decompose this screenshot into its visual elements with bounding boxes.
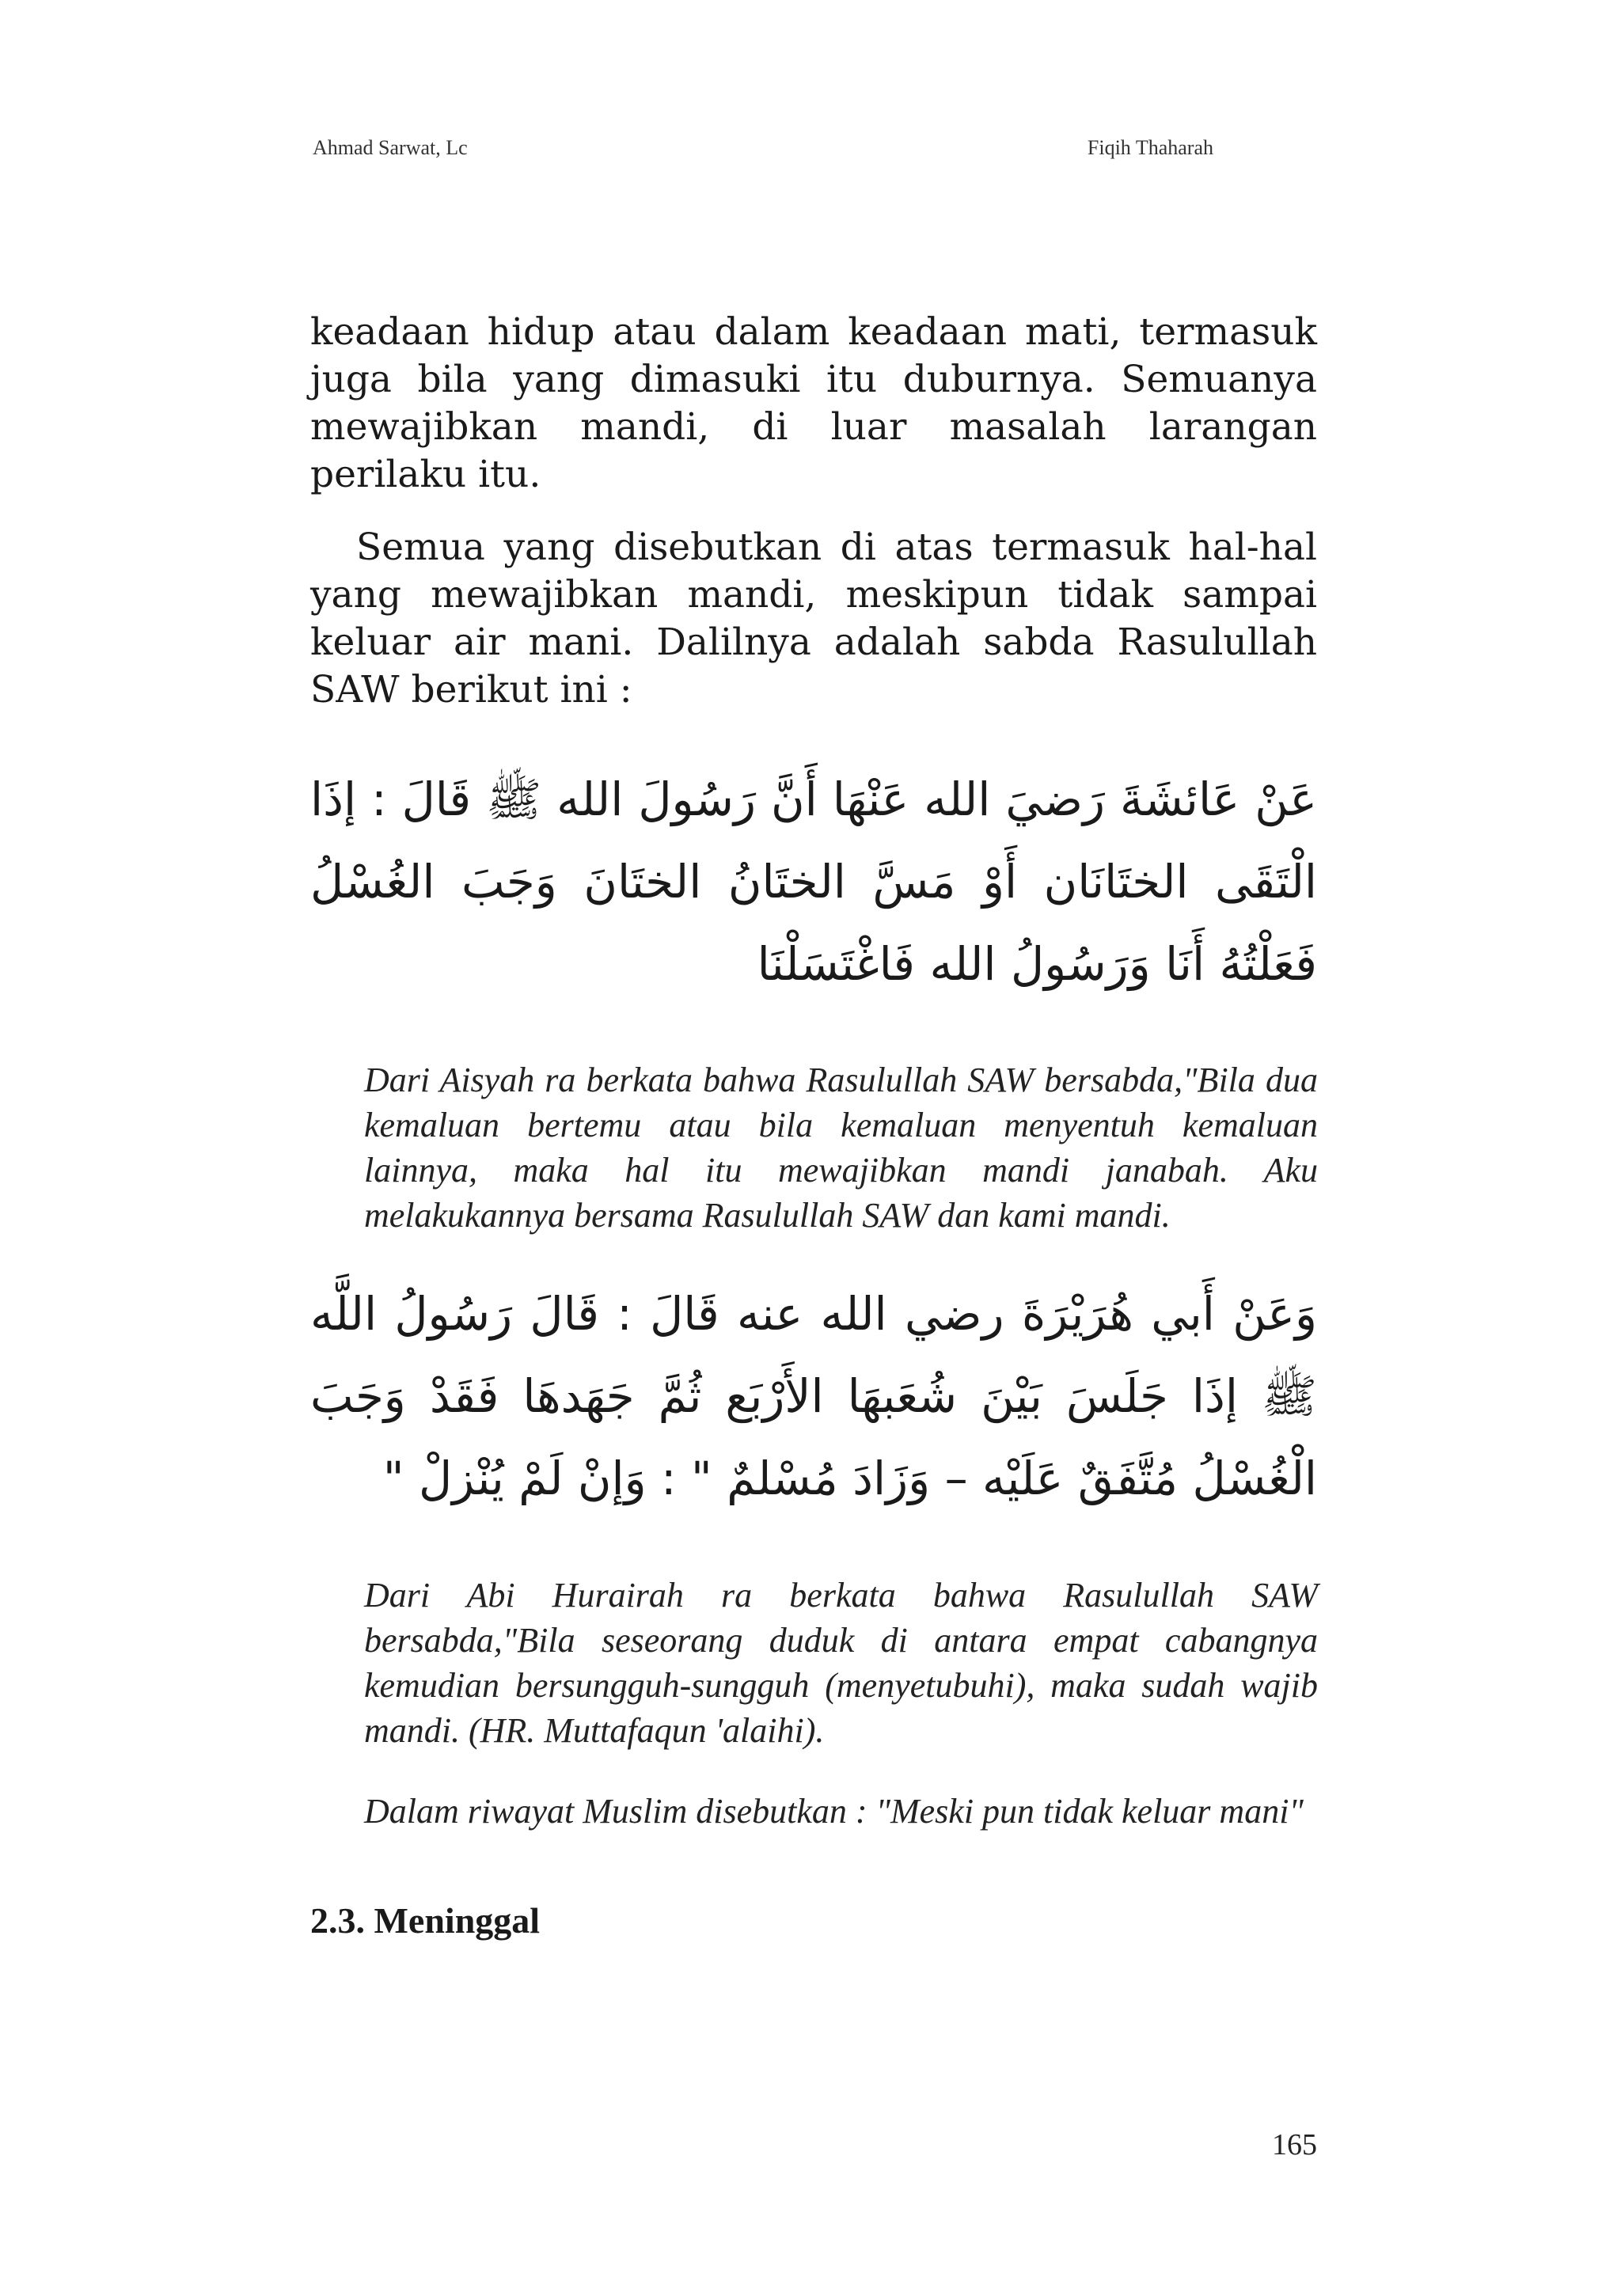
hadith-1-arabic: عَنْ عَائشَةَ رَضيَ الله عَنْهَا أَنَّ رَسُولَ الله ﷺ قَالَ : إذَا الْتَقَى الختَانَان أَوْ مَسَّ الختَانُ الختَانَ وَجَبَ الغُسْلُ فَعَلْتُهُ أَنَا وَرَسُولُ الله فَاغْتَسَلْنَا — [310, 772, 1317, 991]
body-paragraph-2: Semua yang disebutkan di atas termasuk hal-hal yang mewajibkan mandi, meskipun tidak sampai keluar air mani. Dalilnya adalah sabda Rasulullah SAW berikut ini : — [310, 526, 1317, 712]
body-paragraph-1: keadaan hidup atau dalam keadaan mati, termasuk juga bila yang dimasuki itu duburnya. Semuanya mewajibkan mandi, di luar masalah larangan perilaku itu. — [310, 310, 1317, 496]
hadith-2-arabic: وَعَنْ أَبي هُرَيْرَةَ رضي الله عنه قَالَ : قَالَ رَسُولُ اللَّه ﷺ إذَا جَلَسَ بَيْنَ شُعَبهَا الأَرْبَع ثُمَّ جَهَدهَا فَقَدْ وَجَبَ الْغُسْلُ مُتَّفَقٌ عَلَيْه – وَزَادَ مُسْلمٌ " : وَإنْ لَمْ يُنْزلْ " — [310, 1287, 1317, 1505]
header-book-title: Fiqih Thaharah — [1087, 136, 1213, 159]
header-author: Ahmad Sarwat, Lc — [313, 136, 468, 159]
hadith-2-translation: Dari Abi Hurairah ra berkata bahwa Rasulullah SAW bersabda,"Bila seseorang duduk di antara empat cabangnya kemudian bersungguh-sungguh (menyetubuhi), maka sudah wajib mandi. (HR. Muttafaqun 'alaihi). — [364, 1576, 1318, 1750]
section-heading: 2.3. Meninggal — [310, 1900, 541, 1941]
hadith-2-note: Dalam riwayat Muslim disebutkan : "Meski pun tidak keluar mani" — [364, 1792, 1304, 1831]
page-number: 165 — [1272, 2128, 1317, 2161]
hadith-1-translation: Dari Aisyah ra berkata bahwa Rasulullah SAW bersabda,"Bila dua kemaluan bertemu atau bila kemaluan menyentuh kemaluan lainnya, maka hal itu mewajibkan mandi janabah. Aku melakukannya bersama Rasulullah SAW dan kami mandi. — [364, 1061, 1318, 1235]
